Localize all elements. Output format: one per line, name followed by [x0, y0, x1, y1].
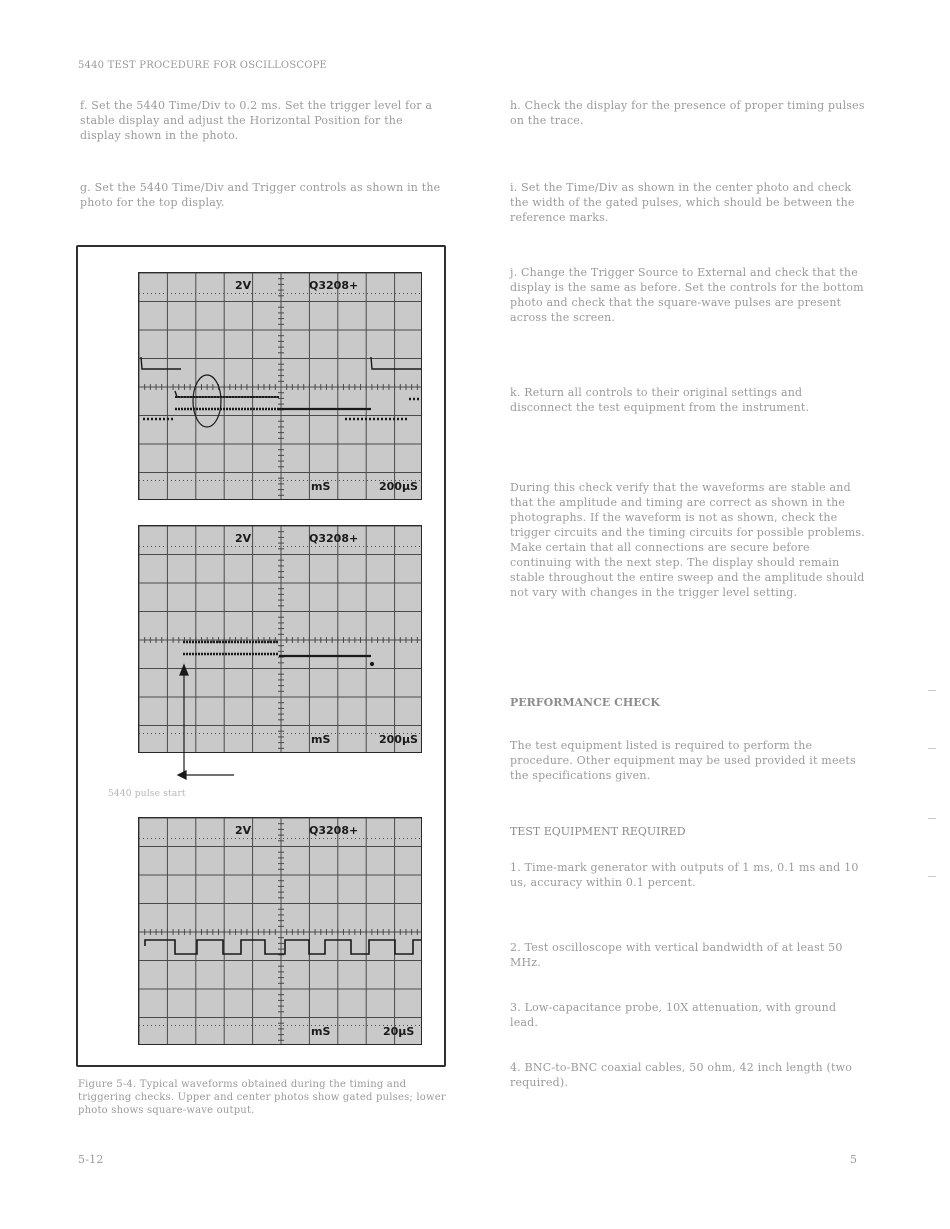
running-header: 5440 TEST PROCEDURE FOR OSCILLOSCOPE	[78, 60, 328, 71]
scope-graticule-bottom	[139, 818, 422, 1045]
scope-display-bottom	[138, 817, 422, 1045]
right-paragraph-2: i. Set the Time/Div as shown in the center photo and check the width of the gated pulses, which should be between the reference marks.	[510, 181, 855, 224]
right-paragraph-9: 3. Low-capacitance probe, 10X attenuation, with ground lead.	[510, 1001, 837, 1029]
margin-tick	[928, 690, 936, 691]
model-label: Q3208+	[309, 532, 359, 545]
time-div-label: 200µS	[379, 480, 418, 493]
right-paragraph-3: j. Change the Trigger Source to External and check that the display is the same as before. Set the controls for the bottom photo and check that the square-wave pulses are present across the screen.	[510, 266, 864, 324]
volts-div-label: 2V	[235, 532, 252, 545]
time-div-label: 200µS	[379, 733, 418, 746]
right-paragraph-6: The test equipment listed is required to perform the procedure. Other equipment may be used provided it meets the specifications given.	[510, 739, 856, 782]
right-paragraph-10: 4. BNC-to-BNC coaxial cables, 50 ohm, 42 inch length (two required).	[510, 1061, 853, 1089]
page-number-right: 5	[850, 1153, 858, 1166]
section-heading: PERFORMANCE CHECK	[510, 696, 660, 709]
scope-trace-bottom	[145, 940, 421, 954]
right-paragraph-8: 2. Test oscilloscope with vertical bandwidth of at least 50 MHz.	[510, 941, 843, 969]
volts-div-label: 2V	[235, 279, 252, 292]
figure-caption: Figure 5-4. Typical waveforms obtained during the timing and triggering checks. Upper and center photos show gated pulses; lower photo shows square-wave output.	[78, 1079, 446, 1116]
volts-div-label: 2V	[235, 824, 252, 837]
pointer-label: 5440 pulse start	[108, 789, 186, 799]
page-number-left: 5-12	[78, 1153, 104, 1166]
left-paragraph-1: f. Set the 5440 Time/Div to 0.2 ms. Set the trigger level for a stable display and adjust the Horizontal Position for the display shown in the photo.	[80, 99, 433, 142]
time-div-label: 20µS	[383, 1025, 415, 1038]
unit-label: mS	[311, 480, 331, 493]
right-paragraph-4: k. Return all controls to their original settings and disconnect the test equipment from the instrument.	[510, 386, 810, 414]
right-paragraph-1: h. Check the display for the presence of proper timing pulses on the trace.	[510, 99, 865, 127]
subheading: TEST EQUIPMENT REQUIRED	[510, 825, 686, 838]
model-label: Q3208+	[309, 279, 359, 292]
unit-label: mS	[311, 733, 331, 746]
right-paragraph-7: 1. Time-mark generator with outputs of 1 ms, 0.1 ms and 10 us, accuracy within 0.1 percent.	[510, 861, 859, 889]
left-paragraph-2: g. Set the 5440 Time/Div and Trigger controls as shown in the photo for the top display.	[80, 181, 441, 209]
right-paragraph-5: During this check verify that the waveforms are stable and that the amplitude and timing are correct as shown in the photographs. If the waveform is not as shown, check the trigger circuits and the timing circuits for possible problems. Make certain that all connections are secure before continuing with the next step. The display should remain stable throughout the entire sweep and the amplitude should not vary with changes in the trigger level setting.	[510, 481, 865, 599]
model-label: Q3208+	[309, 824, 359, 837]
margin-tick	[928, 818, 936, 819]
margin-tick	[928, 748, 936, 749]
margin-tick	[928, 876, 936, 877]
figure-frame	[76, 245, 446, 1067]
unit-label: mS	[311, 1025, 331, 1038]
